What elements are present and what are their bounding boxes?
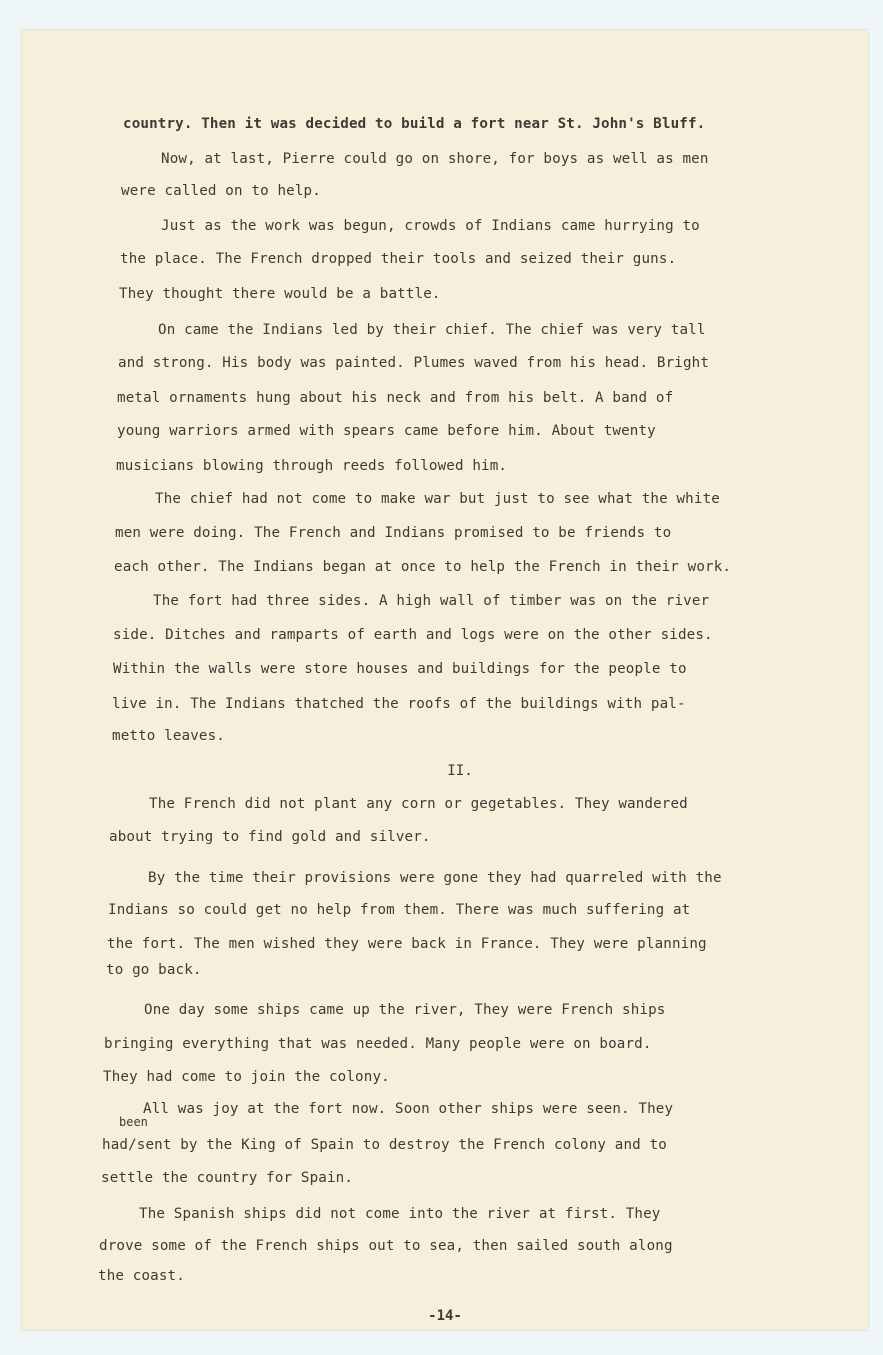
text-line: The fort had three sides. A high wall of timber was on the river <box>153 593 710 609</box>
text-line: musicians blowing through reeds followed him. <box>116 458 508 474</box>
text-line: men were doing. The French and Indians promised to be friends to <box>115 525 672 541</box>
text-line: Just as the work was begun, crowds of Indians came hurrying to <box>161 218 700 234</box>
text-line: to go back. <box>106 962 202 978</box>
text-line: and strong. His body was painted. Plumes waved from his head. Bright <box>118 355 710 371</box>
handwritten-insertion: been <box>119 1115 148 1129</box>
text-line: each other. The Indians began at once to help the French in their work. <box>114 559 732 575</box>
text-line: Now, at last, Pierre could go on shore, for boys as well as men <box>161 151 709 167</box>
text-line: All was joy at the fort now. Soon other ships were seen. They <box>143 1101 674 1117</box>
document-page <box>22 30 868 1330</box>
page-number: -14- <box>428 1308 462 1324</box>
text-line: Within the walls were store houses and buildings for the people to <box>113 661 687 677</box>
text-line: They thought there would be a battle. <box>119 286 441 302</box>
text-line: One day some ships came up the river, They were French ships <box>144 1002 666 1018</box>
text-line: Indians so could get no help from them. There was much suffering at <box>108 902 691 918</box>
text-line: the coast. <box>98 1268 185 1284</box>
text-line: about trying to find gold and silver. <box>109 829 431 845</box>
text-line: The French did not plant any corn or gegetables. They wandered <box>149 796 688 812</box>
text-line: drove some of the French ships out to sea, then sailed south along <box>99 1238 673 1254</box>
text-line: They had come to join the colony. <box>103 1069 390 1085</box>
text-line: The chief had not come to make war but just to see what the white <box>155 491 720 507</box>
text-line: young warriors armed with spears came before him. About twenty <box>117 423 656 439</box>
text-line: had/sent by the King of Spain to destroy the French colony and to <box>102 1137 667 1153</box>
text-line: live in. The Indians thatched the roofs of the buildings with pal- <box>112 696 686 712</box>
text-line: the fort. The men wished they were back in France. They were planning <box>107 936 707 952</box>
text-line: metal ornaments hung about his neck and from his belt. A band of <box>117 390 674 406</box>
text-line: country. Then it was decided to build a fort near St. John's Bluff. <box>123 116 706 132</box>
text-line: were called on to help. <box>121 183 321 199</box>
text-line: metto leaves. <box>112 728 225 744</box>
section-heading: II. <box>447 763 473 779</box>
text-line: settle the country for Spain. <box>101 1170 354 1186</box>
text-line: side. Ditches and ramparts of earth and logs were on the other sides. <box>113 627 713 643</box>
text-line: The Spanish ships did not come into the river at first. They <box>139 1206 661 1222</box>
text-line: the place. The French dropped their tools and seized their guns. <box>120 251 677 267</box>
text-line: By the time their provisions were gone they had quarreled with the <box>148 870 722 886</box>
text-line: On came the Indians led by their chief. The chief was very tall <box>158 322 706 338</box>
text-line: bringing everything that was needed. Many people were on board. <box>104 1036 652 1052</box>
